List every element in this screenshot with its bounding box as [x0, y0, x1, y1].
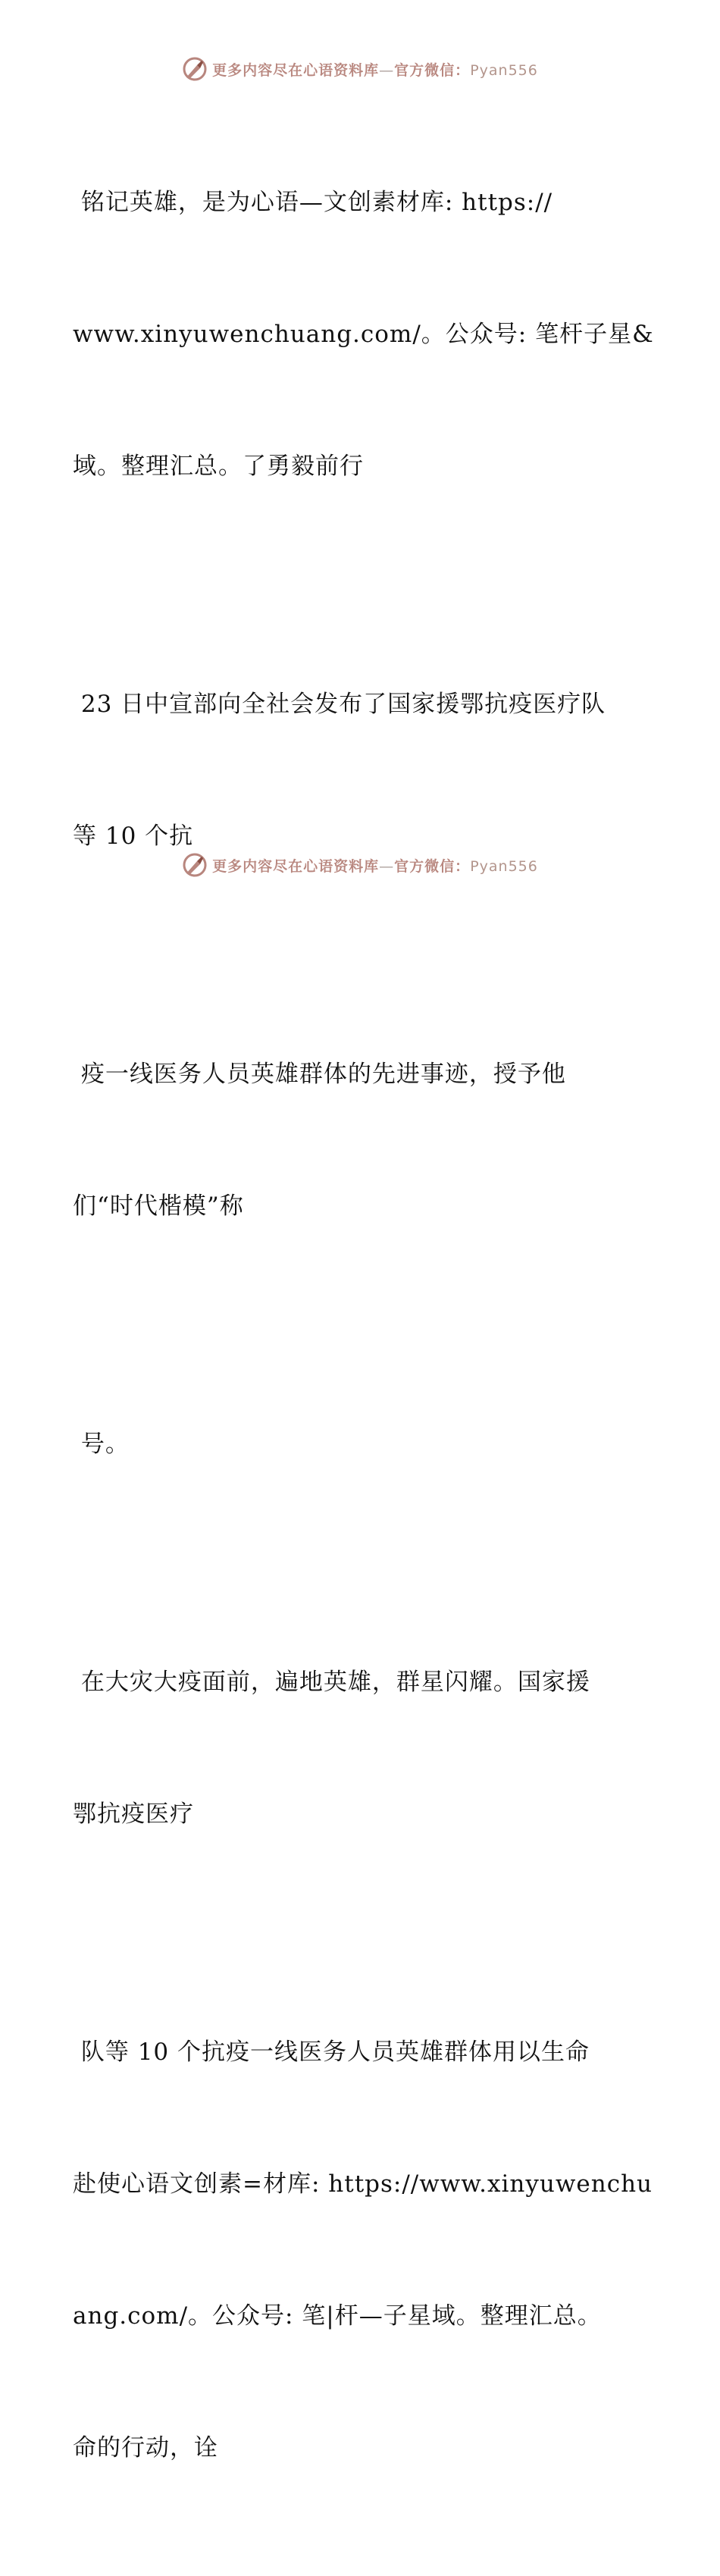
text-line: 等 10 个抗 [73, 823, 194, 850]
document-body [73, 92, 654, 2576]
footer-watermark-text: 更多内容尽在心语资料库—官方微信：Pyan556 [212, 857, 538, 875]
paragraph-3 [73, 964, 649, 1316]
text-line: 赴使心语文创素=材库: https://www.xinyuwenchu [73, 2170, 653, 2198]
text-line: 鄂抗疫医疗 [73, 1800, 194, 1828]
text-line: 铭记英雄，是为心语—文创素材库: https:// [73, 189, 553, 216]
text-line: 号。 [73, 1431, 130, 1458]
footer-watermark [0, 850, 720, 880]
paragraph-1 [73, 92, 654, 576]
pen-logo-icon [182, 852, 208, 878]
paragraph-5 [73, 1572, 649, 1924]
text-line: 队等 10 个抗疫一线医务人员英雄群体用以生命 [73, 2039, 590, 2066]
text-line: 疫一线医务人员英雄群体的先进事迹，授予他 [73, 1061, 566, 1088]
text-line: www.xinyuwenchuang.com/。公众号: 笔杆子星& [73, 321, 654, 348]
paragraph-4 [73, 1334, 649, 1554]
paragraph-2 [73, 594, 649, 946]
text-line: 域。整理汇总。了勇毅前行 [73, 453, 364, 480]
text-line: 在大灾大疫面前，遍地英雄，群星闪耀。国家援 [73, 1669, 590, 1696]
header-watermark-content [182, 56, 538, 82]
text-line: ang.com/。公众号: 笔|杆—子星域。整理汇总。 [73, 2302, 602, 2330]
header-watermark-text: 更多内容尽在心语资料库—官方微信：Pyan556 [212, 61, 538, 79]
pen-logo-icon [182, 56, 208, 82]
footer-watermark-content [182, 852, 538, 878]
text-line: 命的行动，诠 [73, 2434, 218, 2462]
text-line: 23 日中宣部向全社会发布了国家援鄂抗疫医疗队 [73, 691, 606, 718]
paragraph-6 [73, 1942, 653, 2558]
header-watermark [0, 54, 720, 84]
text-line: 们“时代楷模”称 [73, 1192, 244, 1220]
